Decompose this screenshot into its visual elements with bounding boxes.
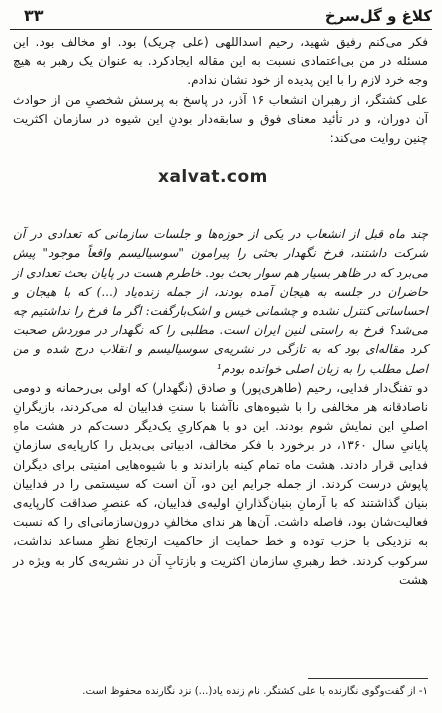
page-header [10, 6, 432, 28]
paragraph-1: فکر می‌کنم رفیق شهید، رحیم اسداللهی (علی چریک) بود. او مخالف بود. این مسئله در من بی‌اعتمادی نسبت به این مقاله ایجادکرد. به عنوان یک رهبر به هیچ وجه خرد لازم را با این پدیده از خود نشان ندادم. [13, 35, 428, 88]
body-text [13, 33, 428, 590]
paragraph-2: علی کشتگر، از رهبران انشعاب ۱۶ آذر، در پاسخ به پرسش شخصیِ من از حوادث آن دوران، و در تأئید معنای فوق و سابقه‌دار بودنِ این شیوه در سازمان اکثریت چنین روایت می‌کند: [13, 92, 428, 146]
watermark-text: xalvat.com [158, 167, 268, 187]
footnote: ۱- از گفت‌وگوی نگارنده با علی کشتگر. نام زنده یاد(...) نزد نگارنده محفوظ است. [82, 686, 428, 697]
header-rule [10, 29, 432, 30]
footnote-rule [308, 678, 428, 679]
page-number: ۳۳ [24, 6, 44, 25]
running-title: کلاغ و گل‌سرخ [324, 7, 432, 25]
paragraph-4: دو تفنگ‌دار فدایی، رحیم (طاهری‌پور) و صادق (نگهدار) که اولی بی‌رحمانه و دومی ناصادقانه هر مخالفی را با شیوه‌های ناآشنا با سنتِ فداییان له می‌کردند، بازیگرانِ اصلیِ این نمایش شوم بودند. این دو با هم‌کاریِ یک‌دیگر دست‌کم در هشت ماهِ پایانیِ سال ۱۳۶۰، در برخورد با فکر مخالف، ادبیاتی بی‌بدیل را کارپایه‌ی سازمانِ فدایی قرار دادند. هشت ماه تمام کینه باراندند و با شیوه‌هایی امنیتی برای دیگران پاپوش درست کردند. از جمله جرایم این دو، آن است که سیستمی را در فداییان بنیان گذاشتند که با آرمانِ بنیان‌گذارانِ اولیه‌ی فداییان، که عنصرِ صداقت کارپایه‌ی فعالیت‌شان بود، فاصله داشت. آن‌ها هر ندای مخالفِ درون‌سازمانی‌ای را که نسبت به نزدیکی با حزب توده و خط حمایت از حاکمیت ارتجاع نظرِ مساعد نداشت، سرکوب کردند. خط رهبریِ سازمان اکثریت و بازتابِ آن در نشریه‌ی کار به ویژه در هشت [13, 380, 428, 587]
quoted-paragraph: چند ماه قبل از انشعاب در یکی از حوزه‌ها و جلسات سازمانی که تعدادی در آن شرکت داشتند، فرخ نگهدار بحثی را پیرامون "سوسیالیسم واقعاً موجود" پیش می‌برد که در ظاهر بسیار هم سوار بحث بود. خاطرم هست در پایان بحث تعدادی از حاضران در جلسه به هیجان آمده بودند، از جمله زنده‌یاد (...) که با هیجان و احساساتی کنترل نشده و چشمانی خیس و اشک‌بارگفت: اگر ما فرخ را نداشتیم چه می‌شد؟ فرخ به راستی لنین ایران است. مطلبی را که نگهدار در موردش صحبت کرد مقاله‌ای بود که به تازگی در نشریه‌ی سوسیالیسم و انقلاب درج شده و من اصل مطلب را به زبان اصلی خوانده بودم¹ [13, 227, 428, 376]
